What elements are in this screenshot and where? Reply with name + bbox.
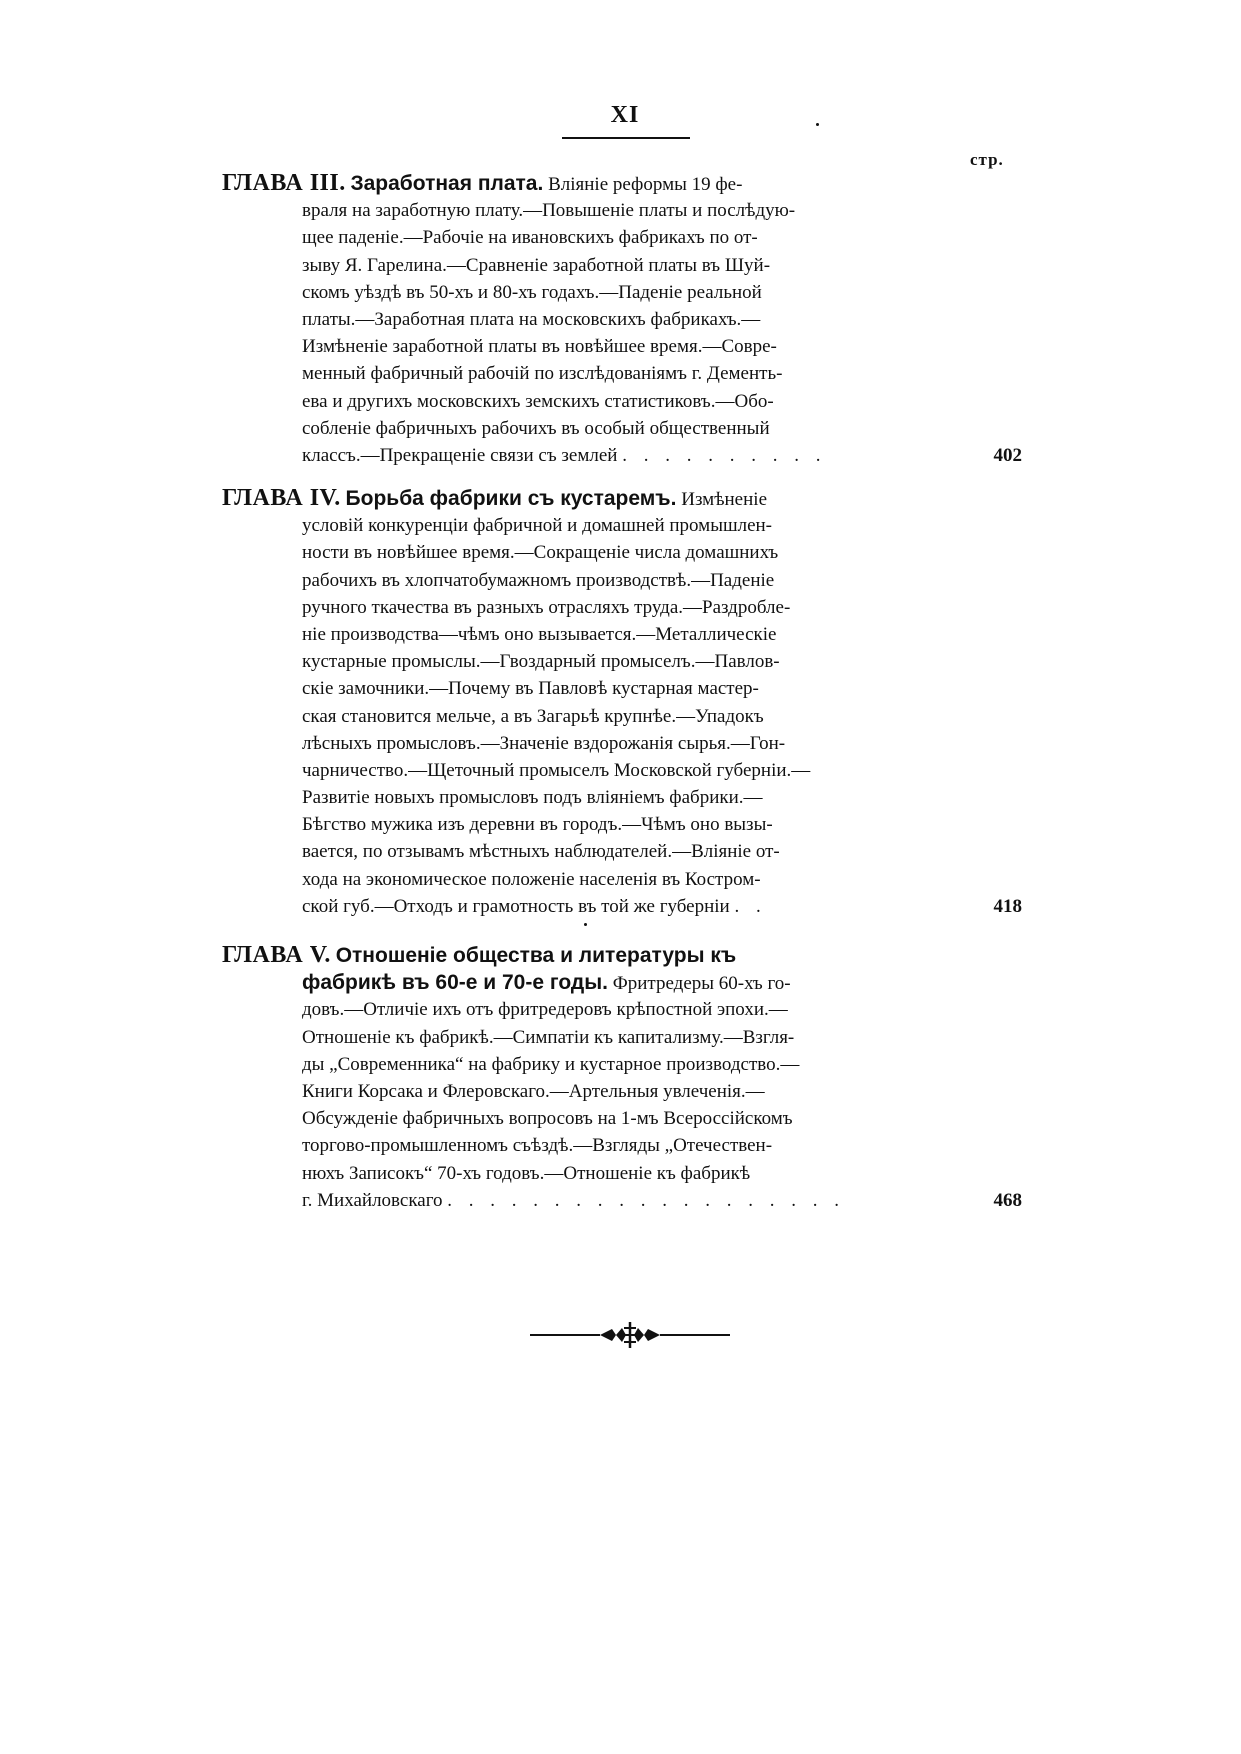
summary-line: ской губ.—Отходъ и грамотность въ той же губерніи <box>302 895 730 917</box>
chapter-number: ГЛАВА IV. <box>222 485 341 511</box>
scan-speck <box>584 923 587 926</box>
chapter-title: Борьба фабрики съ кустаремъ. <box>345 487 677 510</box>
summary-line: вается, по отзывамъ мѣстныхъ наблюдателей.—Вліяніе от- <box>302 841 780 863</box>
summary-line: ніе производства—чѣмъ оно вызывается.—Металлическіе <box>302 623 777 645</box>
chapter-summary-text: Измѣненіе <box>681 489 767 510</box>
summary-line: Измѣненіе заработной платы въ новѣйшее время.—Совре- <box>302 336 777 358</box>
chapter-summary-text: Фритредеры 60-хъ го- <box>612 973 791 995</box>
summary-line: Обсужденіе фабричныхъ вопросовъ на 1-мъ Всероссійскомъ <box>302 1108 793 1130</box>
summary-line: торгово-промышленномъ съѣздѣ.—Взгляды „Отечествен- <box>302 1135 773 1157</box>
chapter-title-continued: фабрикѣ въ 60-е и 70-е годы. <box>302 971 608 995</box>
summary-last-line <box>222 442 1022 469</box>
summary-last-line <box>222 893 1022 920</box>
summary-line: Книги Корсака и Флеровскаго.—Артельныя увлеченія.— <box>302 1080 765 1102</box>
toc-entry-heading-line <box>222 942 1022 969</box>
summary-line: ева и другихъ московскихъ земскихъ статистиковъ.—Обо- <box>302 390 774 412</box>
summary-line: ская становится мельче, а въ Загарьѣ крупнѣе.—Упадокъ <box>302 705 764 727</box>
toc-entry-chapter-4 <box>222 485 1022 920</box>
toc-entry-chapter-3 <box>222 170 1022 469</box>
page-reference: 468 <box>993 1189 1022 1211</box>
summary-line: Развитіе новыхъ промысловъ подъ вліяніемъ фабрики.— <box>302 787 763 809</box>
dot-leader: . . <box>734 895 767 917</box>
summary-line: классъ.—Прекращеніе связи съ землей <box>302 444 618 466</box>
summary-line: хода на экономическое положеніе населенія въ Костром- <box>302 868 761 890</box>
summary-last-line <box>222 1187 1022 1214</box>
summary-line: скіе замочники.—Почему въ Павловѣ кустарная мастер- <box>302 678 759 700</box>
chapter-number: ГЛАВА III. <box>222 170 346 196</box>
summary-line: нюхъ Записокъ“ 70-хъ годовъ.—Отношеніе къ фабрикѣ <box>302 1162 751 1184</box>
page-number-rule <box>562 137 690 139</box>
summary-line: ности въ новѣйшее время.—Сокращеніе числа домашнихъ <box>302 542 779 564</box>
summary-line: ды „Современника“ на фабрику и кустарное производство.— <box>302 1053 800 1075</box>
summary-line: г. Михайловскаго <box>302 1189 443 1211</box>
chapter-title: Отношеніе общества и литературы къ <box>335 944 737 967</box>
summary-line: враля на заработную плату.—Повышеніе платы и послѣдую- <box>302 200 796 222</box>
summary-line: щее паденіе.—Рабочіе на ивановскихъ фабрикахъ по от- <box>302 227 758 249</box>
summary-line: скомъ уѣздѣ въ 50-хъ и 80-хъ годахъ.—Паденіе реальной <box>302 281 762 303</box>
scan-speck <box>816 123 819 126</box>
page-reference: 418 <box>993 895 1022 917</box>
summary-line: условій конкуренціи фабричной и домашней промышлен- <box>302 515 772 537</box>
chapter-title: Заработная плата. <box>350 172 544 195</box>
summary-line: менный фабричный рабочій по изслѣдованіямъ г. Дементь- <box>302 363 783 385</box>
summary-line: кустарные промыслы.—Гвоздарный промыселъ.—Павлов- <box>302 651 780 673</box>
dot-leader: . . . . . . . . . . . . . . . . . . . <box>447 1189 846 1211</box>
toc-entry-heading-line <box>222 170 1022 197</box>
summary-line: Отношеніе къ фабрикѣ.—Симпатіи къ капитализму.—Взгля- <box>302 1026 795 1048</box>
summary-line: зыву Я. Гарелина.—Сравненіе заработной платы въ Шуй- <box>302 254 771 276</box>
summary-line: чарничество.—Щеточный промыселъ Московской губерніи.— <box>302 759 811 781</box>
chapter-summary-text: Вліяніе реформы 19 фе- <box>548 174 743 195</box>
page-number: XI <box>610 102 640 128</box>
summary-line: Бѣгство мужика изъ деревни въ городъ.—Чѣмъ оно вызы- <box>302 814 773 836</box>
page-reference: 402 <box>993 444 1022 466</box>
summary-line: платы.—Заработная плата на московскихъ фабрикахъ.— <box>302 308 761 330</box>
summary-line: ручного ткачества въ разныхъ отрасляхъ труда.—Раздробле- <box>302 596 791 618</box>
chapter-number: ГЛАВА V. <box>222 942 331 968</box>
fleuron-divider-icon <box>530 1320 730 1350</box>
summary-line: лѣсныхъ промысловъ.—Значеніе вздорожанія сырья.—Гон- <box>302 732 786 754</box>
summary-line: рабочихъ въ хлопчатобумажномъ производствѣ.—Паденіе <box>302 569 775 591</box>
page-column-label: стр. <box>970 150 1004 169</box>
dot-leader: . . . . . . . . . . <box>622 444 827 466</box>
toc-entry-heading-line <box>222 485 1022 512</box>
summary-line: довъ.—Отличіе ихъ отъ фритредеровъ крѣпостной эпохи.— <box>302 999 788 1021</box>
summary-line: собленіе фабричныхъ рабочихъ въ особый общественный <box>302 417 770 439</box>
toc-entry-chapter-5 <box>222 942 1022 1214</box>
toc-entry-heading-line <box>222 969 1022 996</box>
